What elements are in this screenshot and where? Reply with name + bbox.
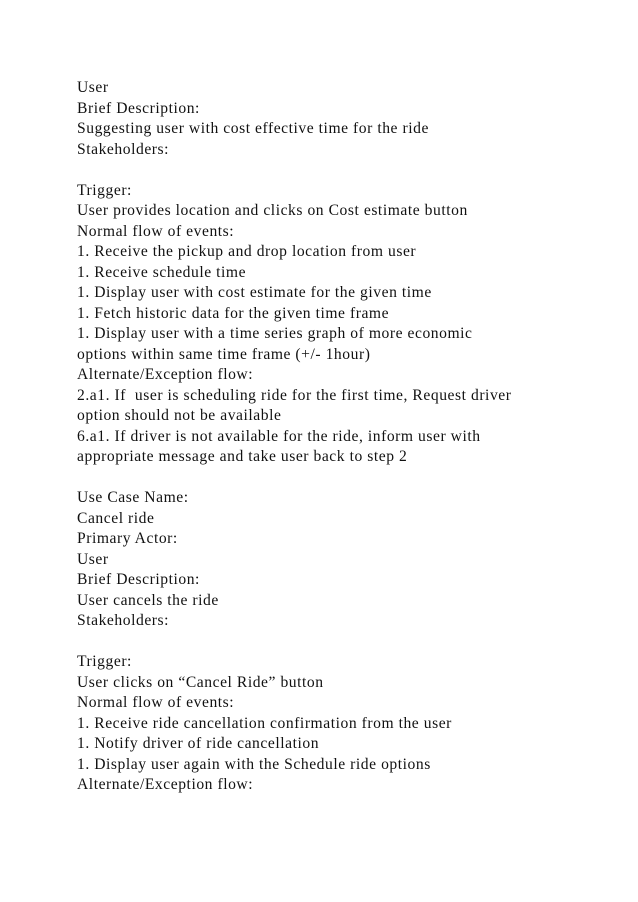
text-line: 1. Receive schedule time <box>77 263 247 281</box>
blank-line <box>77 632 617 653</box>
text-line: Trigger: <box>77 181 132 199</box>
text-line: User clicks on “Cancel Ride” button <box>77 673 324 691</box>
text-line: options within same time frame (+/- 1hour) <box>77 345 371 363</box>
text-line: Stakeholders: <box>77 140 170 158</box>
text-line: 6.a1. If driver is not available for the ride, inform user with <box>77 427 481 445</box>
text-line: Stakeholders: <box>77 612 170 629</box>
text-line: Brief Description: <box>77 571 200 588</box>
text-line: Brief Description: <box>77 99 200 117</box>
text-line: Alternate/Exception flow: <box>77 776 254 793</box>
text-line: Normal flow of events: <box>77 694 235 711</box>
text-line: User cancels the ride <box>77 591 219 609</box>
text-line: Cancel ride <box>77 509 155 527</box>
text-line: 1. Display user again with the Schedule ride options <box>77 755 431 773</box>
text-line: 1. Notify driver of ride cancellation <box>77 735 320 752</box>
text-line: option should not be available <box>77 407 282 424</box>
text-line: Primary Actor: <box>77 530 178 547</box>
text-line: appropriate message and take user back to step 2 <box>77 448 408 465</box>
text-line: 1. Fetch historic data for the given time frame <box>77 304 390 322</box>
text-line: 1. Receive ride cancellation confirmation from the user <box>77 714 452 732</box>
text-line: 1. Receive the pickup and drop location from user <box>77 243 417 260</box>
text-line: 1. Display user with cost estimate for the given time <box>77 284 432 301</box>
text-line: User <box>77 550 109 568</box>
text-line: User provides location and clicks on Cost estimate button <box>77 202 468 219</box>
text-line: Trigger: <box>77 653 132 670</box>
text-line: Normal flow of events: <box>77 222 235 240</box>
text-line: Suggesting user with cost effective time for the ride <box>77 120 429 137</box>
text-line: 2.a1. If user is scheduling ride for the first time, Request driver <box>77 386 512 404</box>
blank-line <box>77 468 617 489</box>
document-body <box>77 78 617 796</box>
text-line: Alternate/Exception flow: <box>77 366 254 383</box>
text-line: User <box>77 79 109 96</box>
blank-line <box>77 160 617 181</box>
text-line: 1. Display user with a time series graph of more economic <box>77 325 473 342</box>
text-line: Use Case Name: <box>77 489 189 506</box>
